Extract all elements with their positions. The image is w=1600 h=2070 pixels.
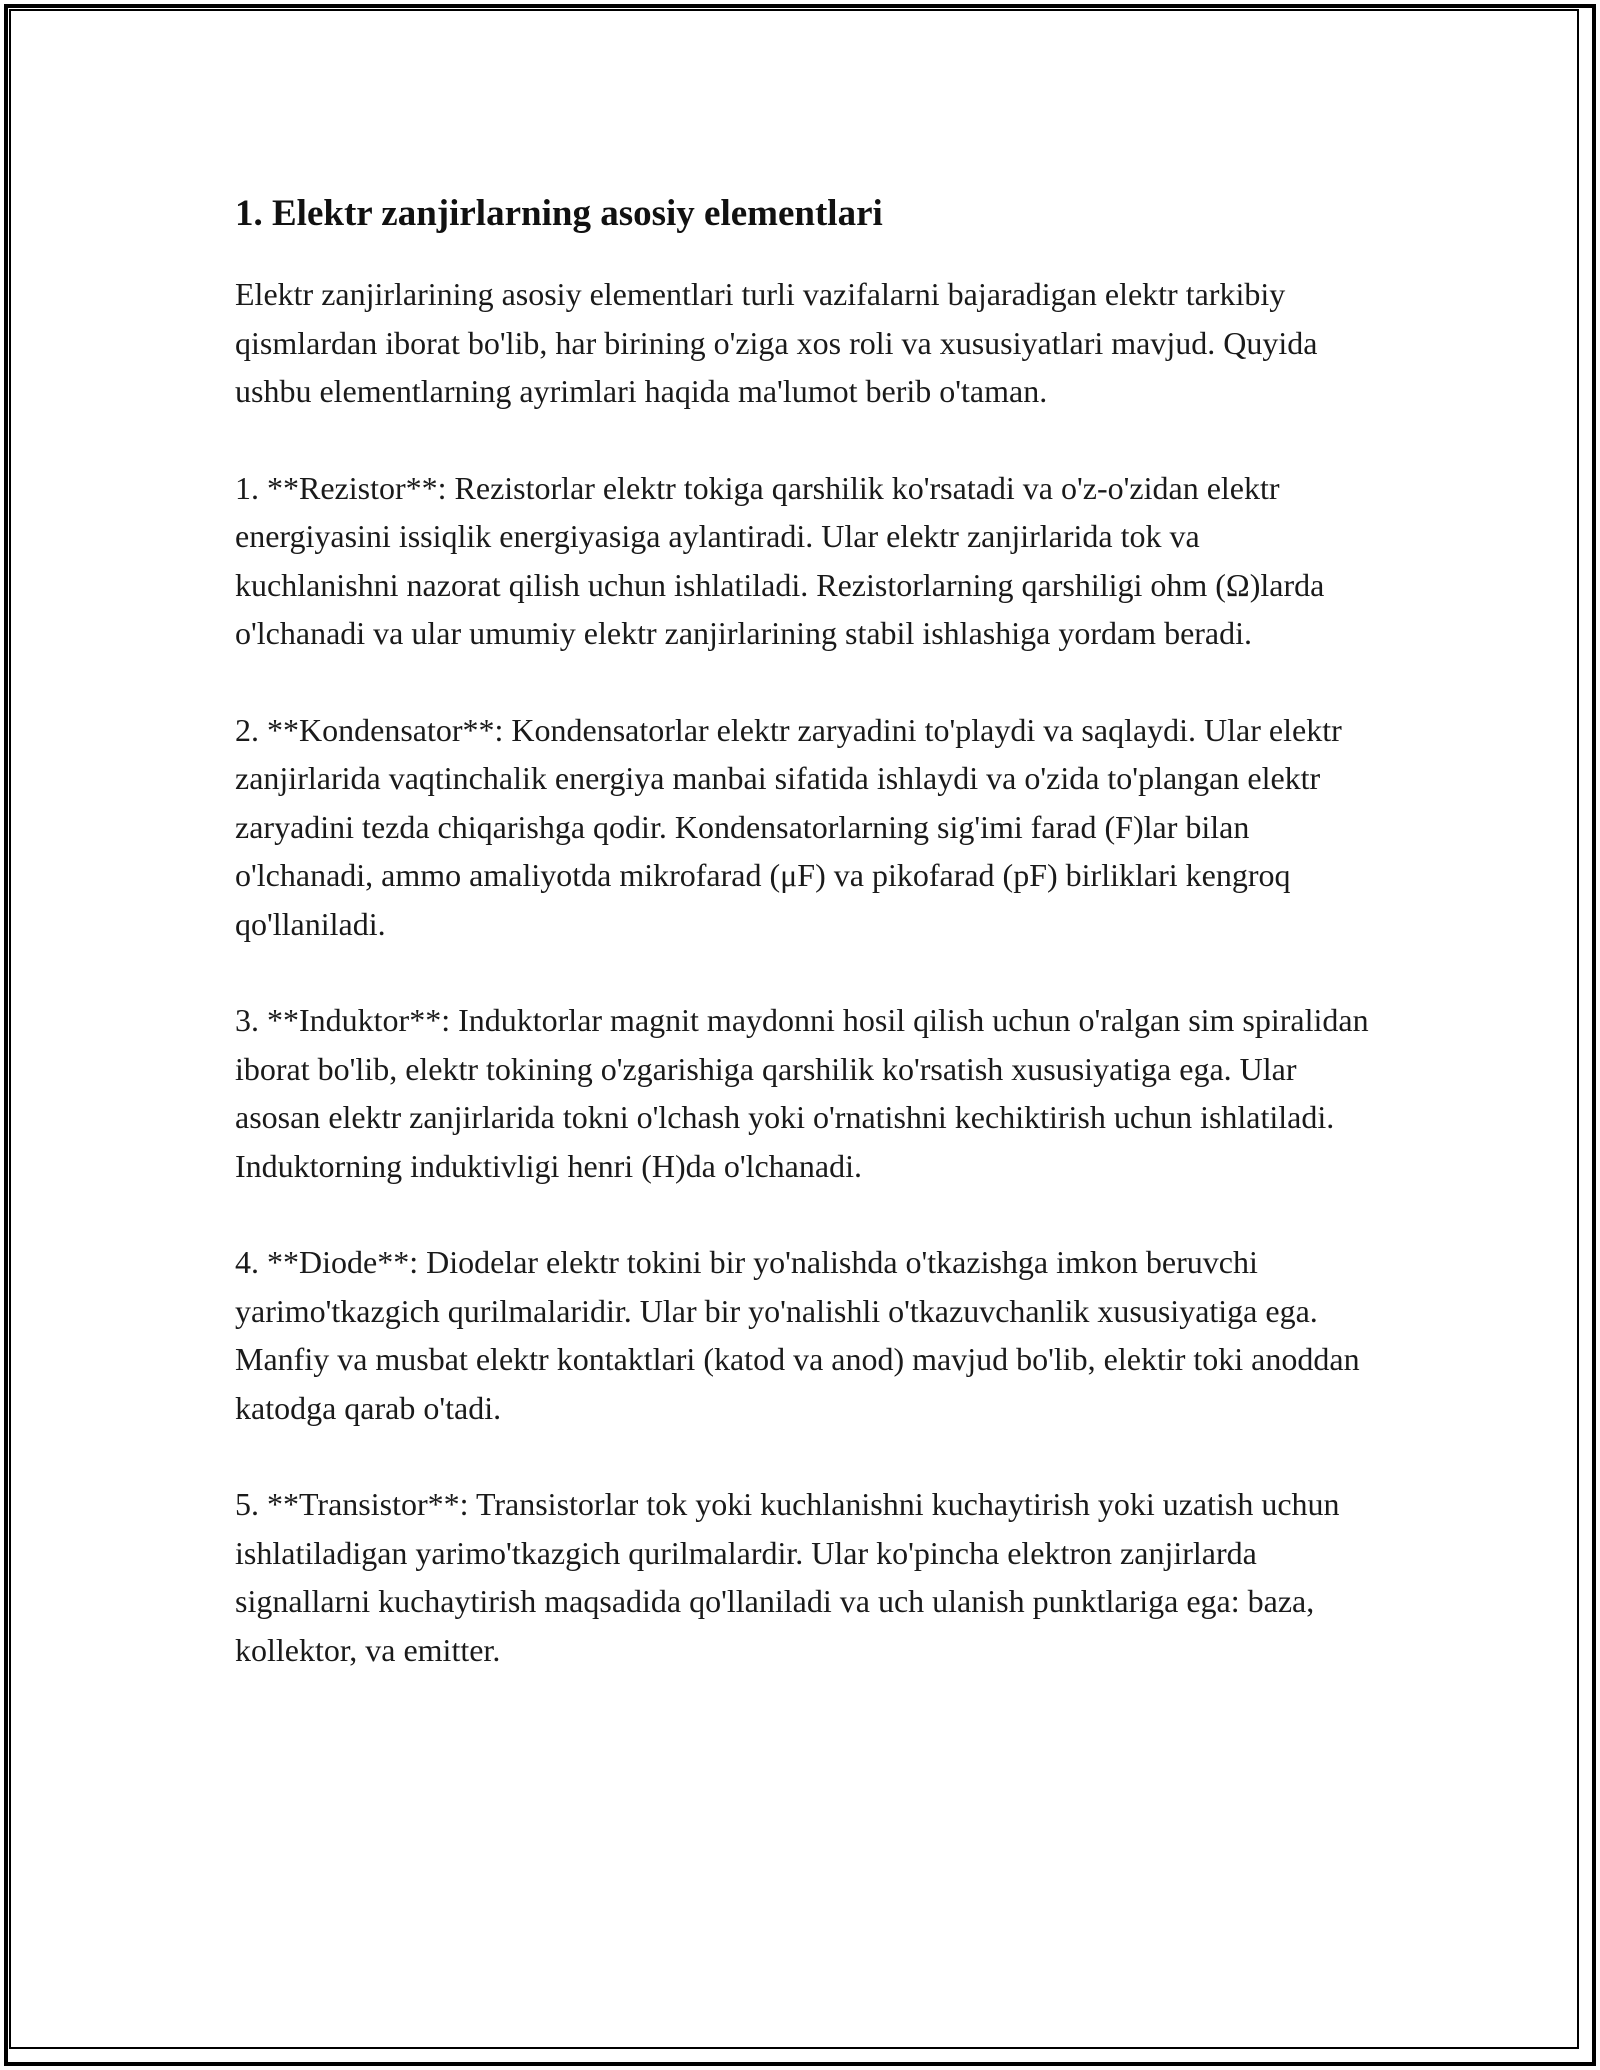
item-transistor: 5. **Transistor**: Transistorlar tok yoki kuchlanishni kuchaytirish yoki uzatish uchun ishlatiladigan yarimo'tkazgich qurilmalardir. Ular ko'pincha elektron zanjirlarda signallarni kuchaytirish maqsadida qo'llaniladi va uch ulanish punktlariga ega: baza, kollektor, va emitter. (235, 1486, 1340, 1668)
item-kondensator: 2. **Kondensator**: Kondensatorlar elektr zaryadini to'playdi va saqlaydi. Ular elektr zanjirlarida vaqtinchalik energiya manbai sifatida ishlaydi va o'zida to'plangan elektr zaryadini tezda chiqarishga qodir. Kondensatorlarning sig'imi farad (F)lar bilan o'lchanadi, ammo amaliyotda mikrofarad (μF) va pikofarad (pF) birliklari kengroq qo'llaniladi. (235, 711, 1342, 942)
intro-paragraph: Elektr zanjirlarining asosiy elementlari turli vazifalarni bajaradigan elektr tarkibiy qismlardan iborat bo'lib, har birining o'ziga xos roli va xususiyatlari mavjud. Quyida ushbu elementlarning ayrimlari haqida ma'lumot berib o'taman. (235, 276, 1318, 409)
item-rezistor: 1. **Rezistor**: Rezistorlar elektr tokiga qarshilik ko'rsatadi va o'z-o'zidan elektr energiyasini issiqlik energiyasiga aylantiradi. Ular elektr zanjirlarida tok va kuchlanishni nazorat qilish uchun ishlatiladi. Rezistorlarning qarshiligi ohm (Ω)larda o'lchanadi va ular umumiy elektr zanjirlarining stabil ishlashiga yordam beradi. (235, 469, 1325, 651)
document-body (235, 188, 1370, 1722)
item-diode: 4. **Diode**: Diodelar elektr tokini bir yo'nalishda o'tkazishga imkon beruvchi yarimo'tkazgich qurilmalaridir. Ular bir yo'nalishli o'tkazuvchanlik xususiyatiga ega. Manfiy va musbat elektr kontaktlari (katod va anod) mavjud bo'lib, elektir toki anoddan katodga qarab o'tadi. (235, 1244, 1360, 1426)
document-title: 1. Elektr zanjirlarning asosiy elementlari (235, 193, 883, 234)
item-induktor: 3. **Induktor**: Induktorlar magnit maydonni hosil qilish uchun o'ralgan sim spiralidan iborat bo'lib, elektr tokining o'zgarishiga qarshilik ko'rsatish xususiyatiga ega. Ular asosan elektr zanjirlarida tokni o'lchash yoki o'rnatishni kechiktirish uchun ishlatiladi. Induktorning induktivligi henri (H)da o'lchanadi. (235, 1002, 1369, 1184)
